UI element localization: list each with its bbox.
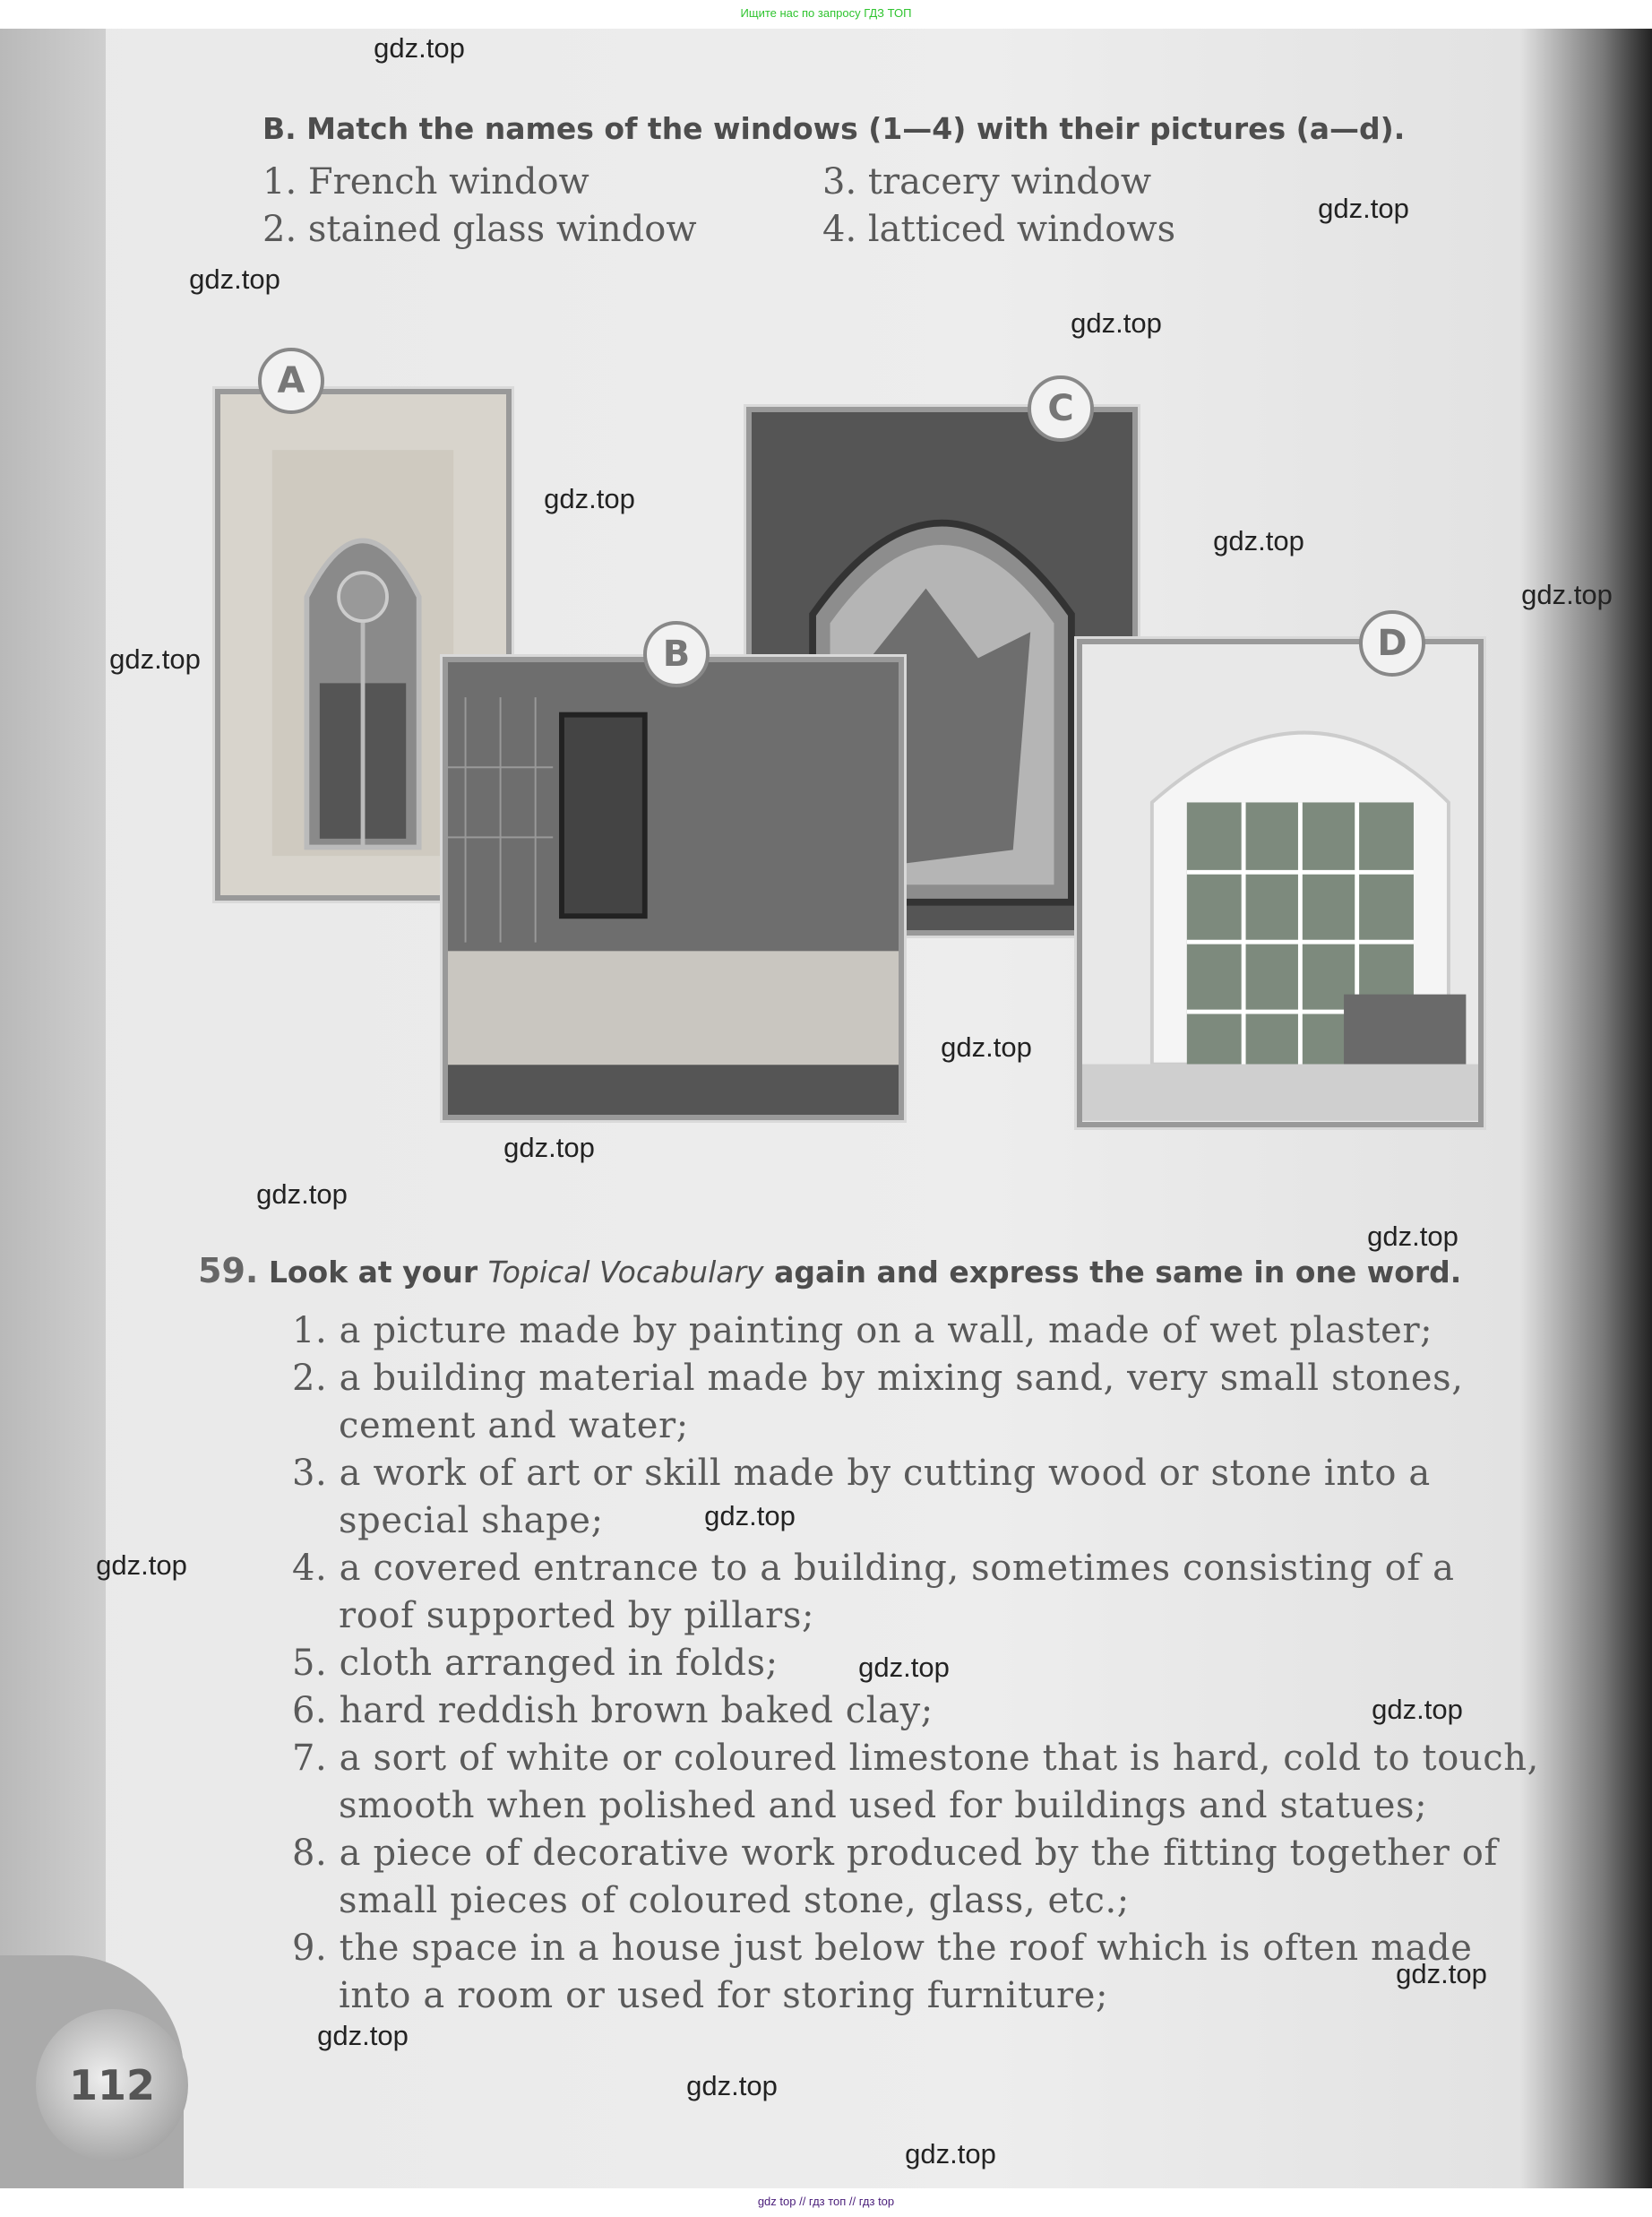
watermark: gdz.top <box>374 32 465 64</box>
watermark: gdz.top <box>1521 579 1613 610</box>
watermark: gdz.top <box>704 1500 796 1531</box>
list-line: 1. a picture made by painting on a wall, made of wet plaster; <box>292 1310 1433 1351</box>
textbook-page <box>0 29 1652 2188</box>
list-line: 5. cloth arranged in folds; <box>292 1643 779 1684</box>
window-name-4: 4. latticed windows <box>822 209 1176 250</box>
window-name-2: 2. stained glass window <box>262 209 697 250</box>
heading-text-end: again and express the same in one word. <box>763 1255 1462 1290</box>
list-line: into a room or used for storing furniture; <box>339 1975 1109 2016</box>
label-b: B <box>643 621 710 687</box>
watermark: gdz.top <box>941 1031 1032 1063</box>
watermark: gdz.top <box>1071 307 1162 339</box>
list-line: 8. a piece of decorative work produced by the fitting together of <box>292 1833 1498 1874</box>
list-line: 2. a building material made by mixing sand, very small stones, <box>292 1358 1464 1399</box>
watermark: gdz.top <box>1396 1958 1487 1989</box>
list-line: 3. a work of art or skill made by cutting wood or stone into a <box>292 1453 1431 1494</box>
window-name-1: 1. French window <box>262 161 589 203</box>
label-d: D <box>1359 610 1425 677</box>
watermark: gdz.top <box>858 1652 950 1683</box>
watermark: gdz.top <box>189 263 280 295</box>
list-line: 4. a covered entrance to a building, sometimes consisting of a <box>292 1548 1455 1589</box>
french-window-illustration <box>1082 644 1478 1122</box>
watermark: gdz.top <box>544 483 635 514</box>
list-line: 6. hard reddish brown baked clay; <box>292 1690 934 1731</box>
watermark: gdz.top <box>256 1178 348 1210</box>
watermark: gdz.top <box>686 2070 778 2101</box>
window-name-3: 3. tracery window <box>822 161 1152 203</box>
heading-italic: Topical Vocabulary <box>487 1255 764 1290</box>
list-line: special shape; <box>339 1500 604 1541</box>
latticed-windows-illustration <box>448 662 899 1115</box>
list-line: small pieces of coloured stone, glass, etc.; <box>339 1880 1130 1921</box>
exercise-59-heading <box>198 1251 1461 1290</box>
picture-d-french-window <box>1077 639 1484 1127</box>
label-c: C <box>1028 375 1094 442</box>
label-a: A <box>258 348 324 414</box>
watermark: gdz.top <box>1318 193 1409 224</box>
list-line: smooth when polished and used for buildings and statues; <box>339 1785 1428 1826</box>
footer-links[interactable]: gdz top // гдз топ // гдз top <box>757 2195 895 2208</box>
watermark: gdz.top <box>96 1549 187 1581</box>
top-banner[interactable]: Ищите нас по запросу ГДЗ ТОП <box>740 6 912 20</box>
watermark: gdz.top <box>1367 1221 1458 1252</box>
page-number: 112 <box>36 2009 188 2161</box>
section-b-heading: B. Match the names of the windows (1—4) with their pictures (a—d). <box>262 111 1406 146</box>
watermark: gdz.top <box>317 2020 409 2051</box>
list-line: roof supported by pillars; <box>339 1595 815 1636</box>
left-margin-band <box>0 29 106 2188</box>
watermark: gdz.top <box>503 1132 595 1163</box>
watermark: gdz.top <box>1372 1694 1463 1725</box>
picture-b-latticed-windows <box>443 657 904 1120</box>
watermark: gdz.top <box>109 643 201 675</box>
list-line: 7. a sort of white or coloured limestone that is hard, cold to touch, <box>292 1738 1539 1779</box>
watermark: gdz.top <box>905 2138 996 2170</box>
exercise-number: 59. <box>198 1251 259 1290</box>
list-line: cement and water; <box>339 1405 689 1446</box>
watermark: gdz.top <box>1213 525 1304 556</box>
list-line: 9. the space in a house just below the roof which is often made <box>292 1928 1473 1969</box>
heading-text: Look at your <box>268 1255 488 1290</box>
